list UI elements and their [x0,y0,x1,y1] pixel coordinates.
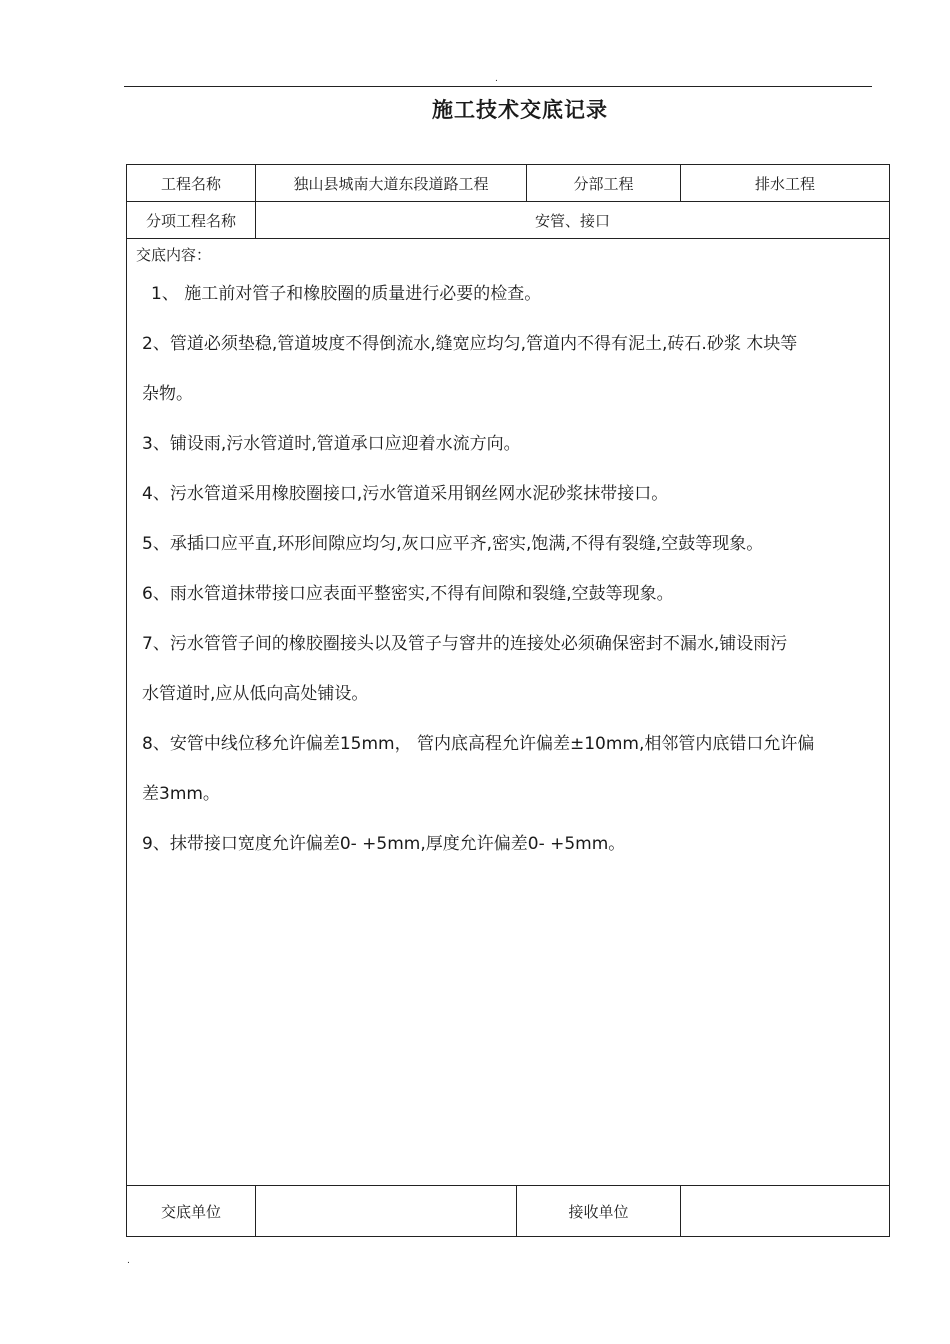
document-title: 施工技术交底记录 [432,98,608,122]
handover-unit-value [256,1186,517,1237]
content-line: 差3mm。 [142,784,220,804]
subitem-label: 分项工程名称 [127,202,256,239]
content-line: 2、管道必须垫稳,管道坡度不得倒流水,缝宽应均匀,管道内不得有泥土,砖石.砂浆 木块等 [142,334,798,354]
content-line: 8、安管中线位移允许偏差15mm， 管内底高程允许偏差±10mm,相邻管内底错口允许偏 [142,734,815,754]
header-dot: . [495,74,498,84]
record-table [126,164,890,1237]
content-list [142,269,881,869]
receiving-unit-value [681,1186,890,1237]
content-line: 9、抹带接口宽度允许偏差0- +5mm,厚度允许偏差0- +5mm。 [142,834,626,854]
content-line: 1、 施工前对管子和橡胶圈的质量进行必要的检查。 [151,284,542,304]
handover-unit-label: 交底单位 [127,1186,256,1237]
footer-dot: . [127,1256,130,1266]
content-label: 交底内容： [136,246,212,264]
content-line: 杂物。 [142,384,193,404]
content-line: 7、污水管管子间的橡胶圈接头以及管子与窨井的连接处必须确保密封不漏水,铺设雨污 [142,634,788,654]
header-rule [124,86,872,87]
division-label: 分部工程 [527,165,681,202]
subitem-value: 安管、接口 [256,202,890,239]
content-line: 5、承插口应平直,环形间隙应均匀,灰口应平齐,密实,饱满,不得有裂缝,空鼓等现象。 [142,534,764,554]
division-value: 排水工程 [681,165,890,202]
content-line: 3、铺设雨,污水管道时,管道承口应迎着水流方向。 [142,434,521,454]
content-line: 4、污水管道采用橡胶圈接口,污水管道采用钢丝网水泥砂浆抹带接口。 [142,484,669,504]
project-name-label: 工程名称 [127,165,256,202]
content-line: 6、雨水管道抹带接口应表面平整密实,不得有间隙和裂缝,空鼓等现象。 [142,584,674,604]
content-line: 水管道时,应从低向高处铺设。 [142,684,369,704]
project-name-value: 独山县城南大道东段道路工程 [256,165,527,202]
content-cell [127,239,890,1186]
receiving-unit-label: 接收单位 [517,1186,681,1237]
